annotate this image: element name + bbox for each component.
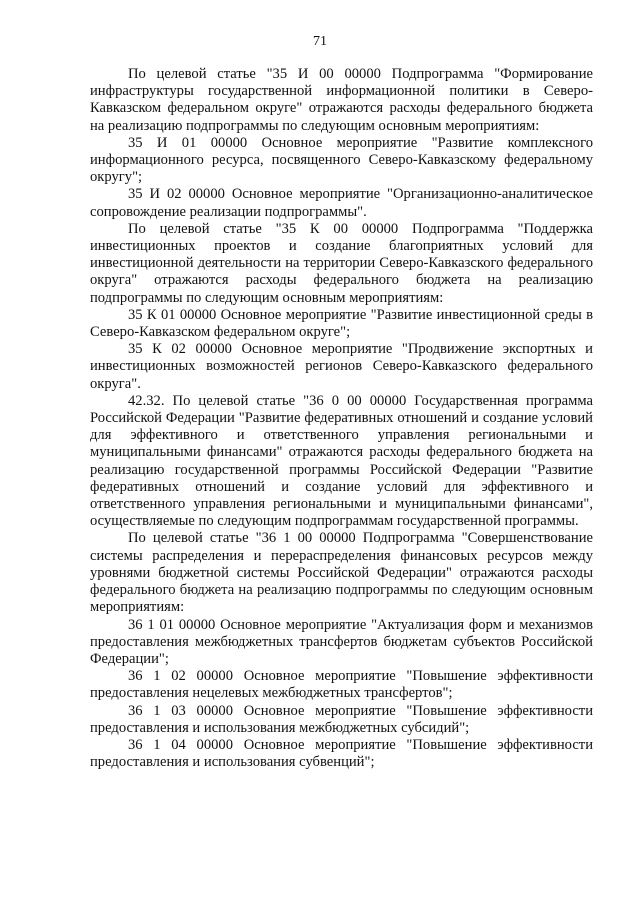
paragraph: 35 И 01 00000 Основное мероприятие "Развитие комплексного информационного ресурса, посвященного Северо-Кавказскому федеральному округу";	[90, 134, 593, 186]
document-body	[90, 66, 593, 771]
paragraph: 36 1 03 00000 Основное мероприятие "Повышение эффективности предоставления и использования межбюджетных субсидий";	[90, 702, 593, 736]
page-number: 71	[313, 34, 327, 49]
paragraph: 36 1 01 00000 Основное мероприятие "Актуализация форм и механизмов предоставления межбюджетных трансфертов бюджетам субъектов Российской Федерации";	[90, 616, 593, 667]
paragraph: По целевой статье "35 И 00 00000 Подпрограмма "Формирование инфраструктуры государственной информационной политики в Северо-Кавказском федеральном округе" отражаются расходы федерального бюджета на реализацию подпрограммы по следующим основным мероприятиям:	[90, 66, 593, 134]
paragraph: По целевой статье "36 1 00 00000 Подпрограмма "Совершенствование системы распределения и перераспределения финансовых ресурсов между уровнями бюджетной системы Российской Федерации" отражаются расходы федерального бюджета на реализацию подпрограммы по следующим основным мероприятиям:	[90, 530, 593, 616]
paragraph: 42.32. По целевой статье "36 0 00 00000 Государственная программа Российской Федерации "Развитие федеративных отношений и создание условий для эффективного и ответственного управления региональными и муниципальными финансами" отражаются расходы федерального бюджета на реализацию государственной программы Российской Федерации "Развитие федеративных отношений и создание условий для эффективного и ответственного управления региональными и муниципальными финансами", осуществляемые по следующим подпрограммам государственной программы.	[90, 392, 593, 530]
paragraph: 35 К 01 00000 Основное мероприятие "Развитие инвестиционной среды в Северо-Кавказском федеральном округе";	[90, 306, 593, 341]
paragraph: 35 К 02 00000 Основное мероприятие "Продвижение экспортных и инвестиционных возможностей регионов Северо-Кавказского федерального округа".	[90, 341, 593, 392]
paragraph: 36 1 02 00000 Основное мероприятие "Повышение эффективности предоставления нецелевых межбюджетных трансфертов";	[90, 668, 593, 702]
paragraph: По целевой статье "35 К 00 00000 Подпрограмма "Поддержка инвестиционных проектов и создание благоприятных условий для инвестиционной деятельности на территории Северо-Кавказского федерального округа" отражаются расходы федерального бюджета на реализацию подпрограммы по следующим основным мероприятиям:	[90, 220, 593, 306]
paragraph: 36 1 04 00000 Основное мероприятие "Повышение эффективности предоставления и использования субвенций";	[90, 736, 593, 771]
paragraph: 35 И 02 00000 Основное мероприятие "Организационно-аналитическое сопровождение реализации подпрограммы".	[90, 186, 593, 220]
